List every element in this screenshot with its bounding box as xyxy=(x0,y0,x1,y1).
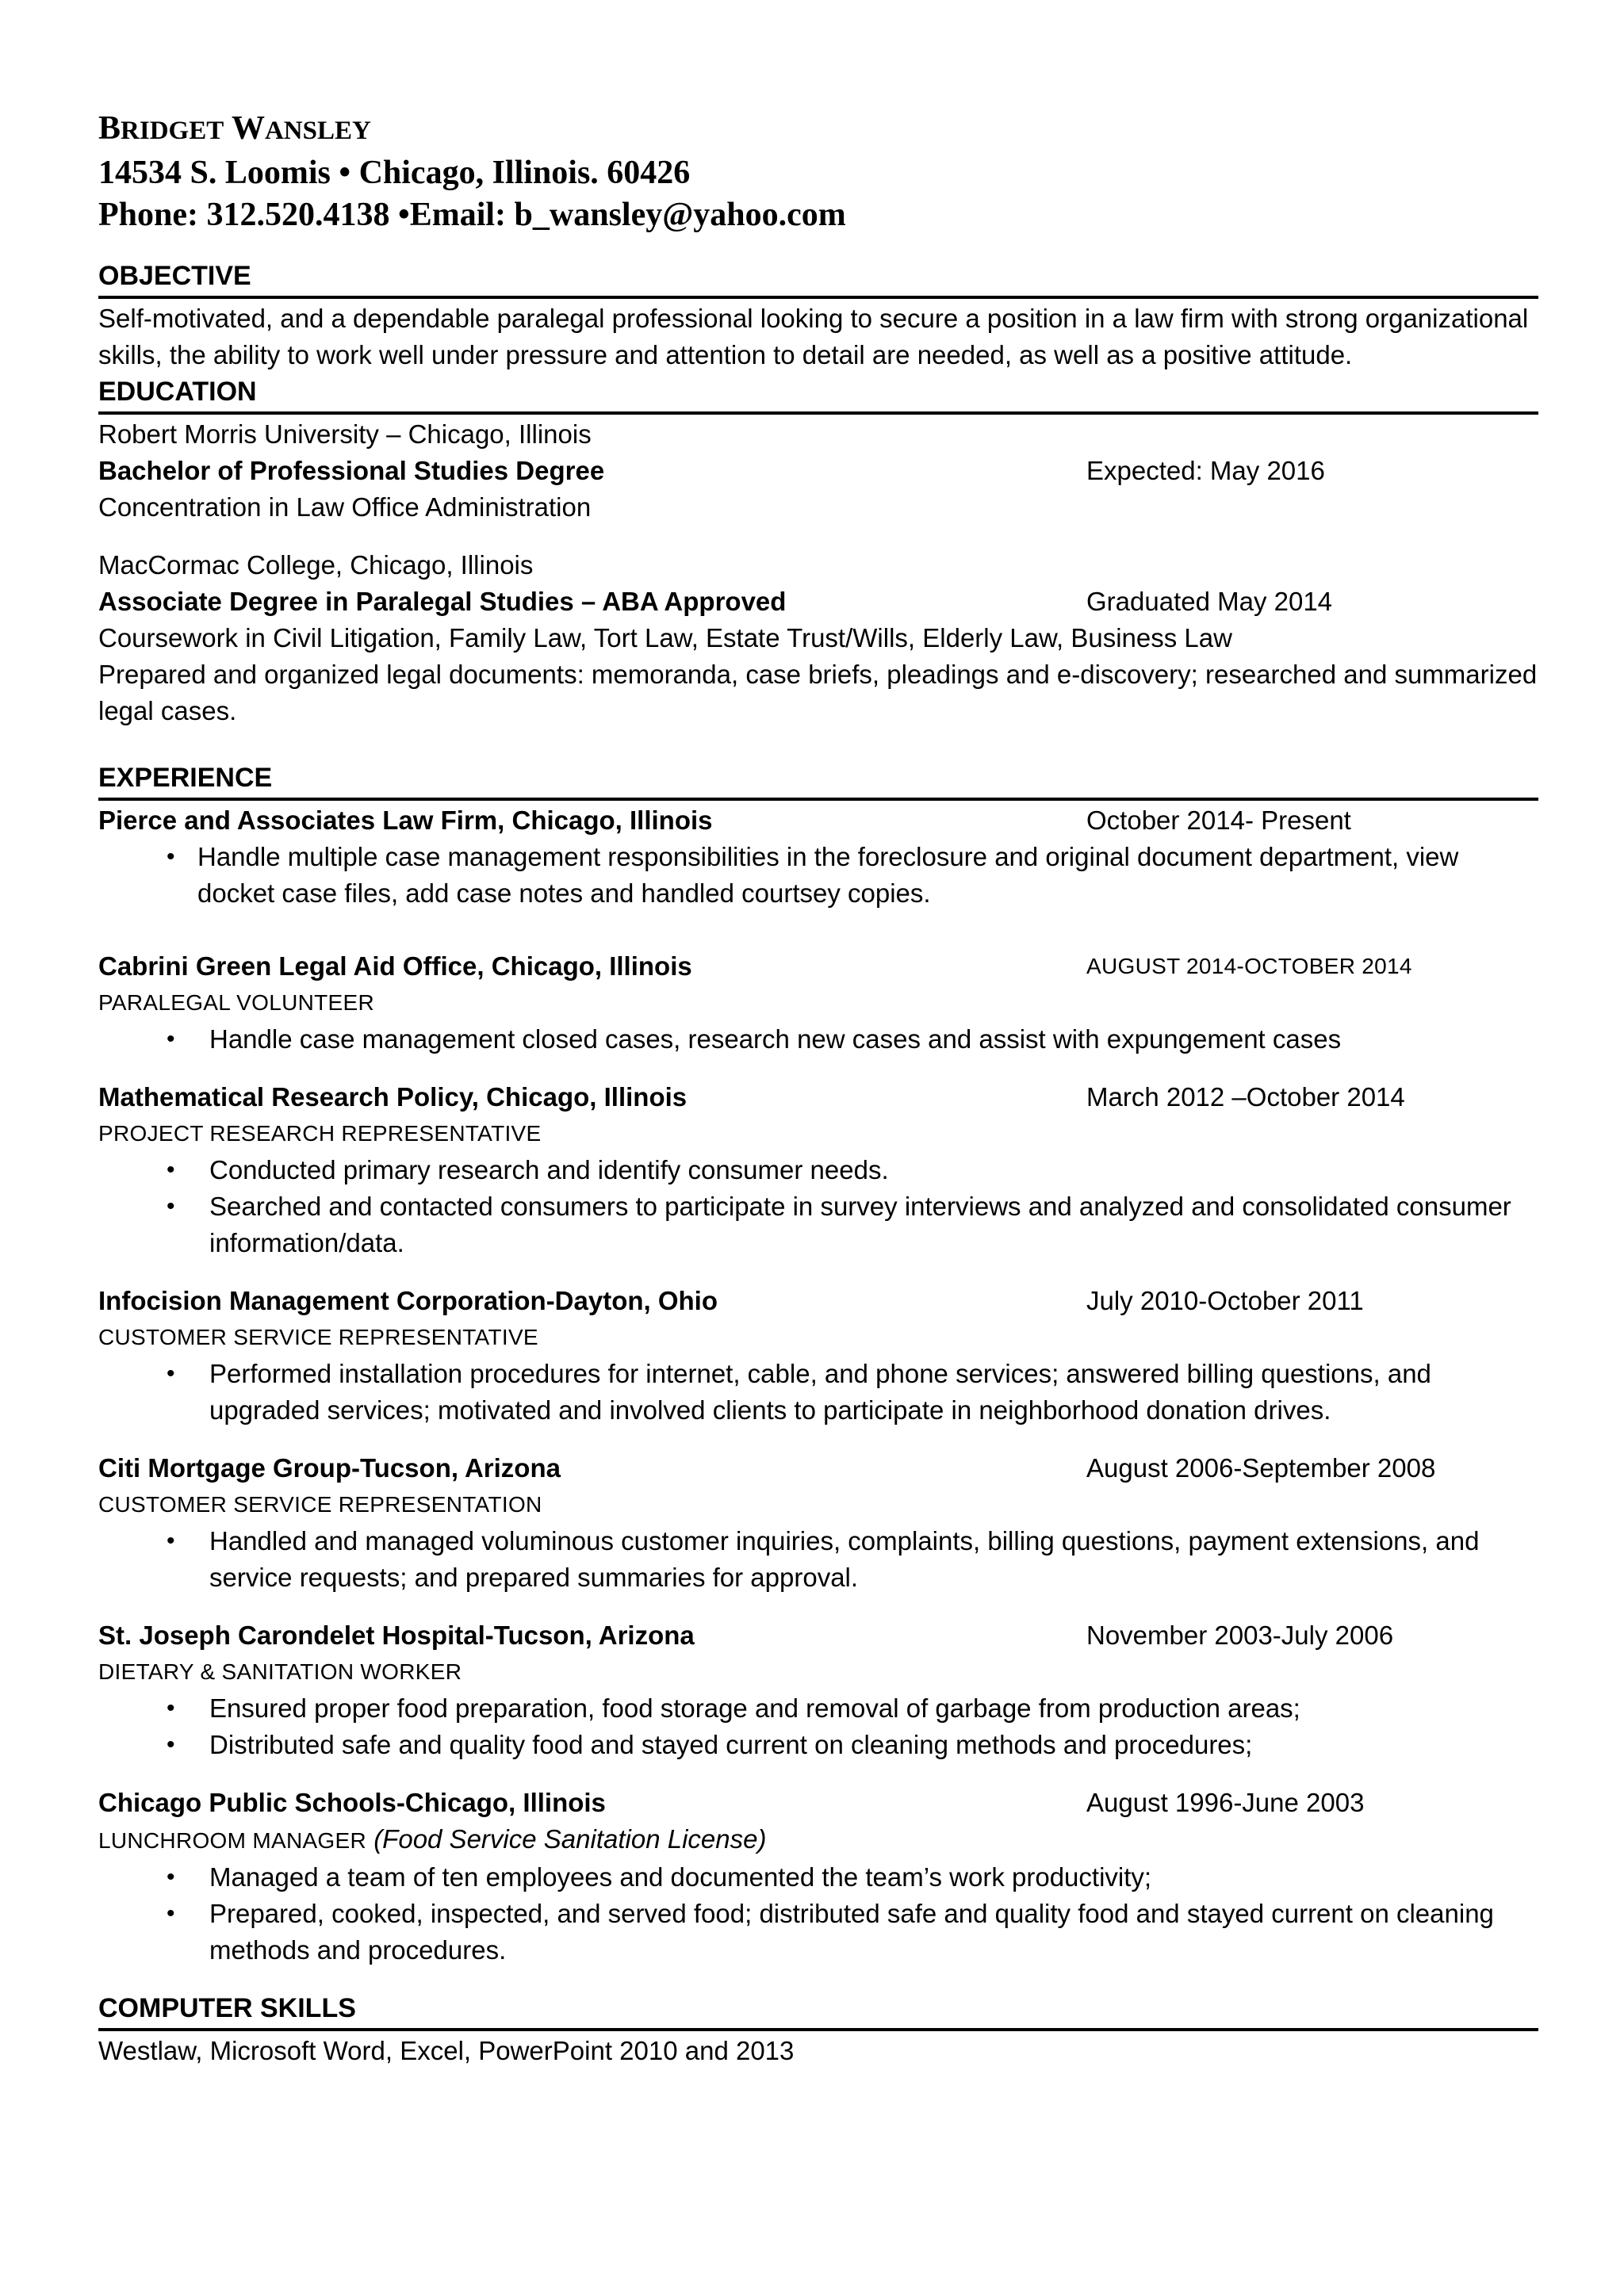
experience-section xyxy=(98,760,1538,1969)
bullet-text: Handle case management closed cases, research new cases and assist with expungement cases xyxy=(209,1024,1342,1054)
bullet-text: Ensured proper food preparation, food storage and removal of garbage from production areas; xyxy=(209,1693,1300,1723)
job-entry xyxy=(98,948,1538,1058)
bullet-text: Handled and managed voluminous customer inquiries, complaints, billing questions, payment extensions, and service requests; and prepared summaries for approval. xyxy=(209,1526,1480,1592)
school-name: Robert Morris University – Chicago, Illinois xyxy=(98,419,592,449)
degree-name: Bachelor of Professional Studies Degree xyxy=(98,456,605,485)
job-bullets xyxy=(98,1152,1538,1261)
applicant-contact: Phone: 312.520.4138 •Email: b_wansley@yahoo.com xyxy=(98,197,846,233)
degree-row xyxy=(98,584,1538,620)
section-heading: EXPERIENCE xyxy=(98,760,1538,801)
job-entry xyxy=(98,1079,1538,1261)
job-title-note: (Food Service Sanitation License) xyxy=(373,1824,767,1854)
bullet-text: Searched and contacted consumers to participate in survey interviews and analyzed and consolidated consumer information/data. xyxy=(209,1192,1511,1257)
objective-section xyxy=(98,258,1538,373)
spacer xyxy=(98,1429,1538,1450)
list-item xyxy=(98,1690,1538,1727)
spacer xyxy=(98,729,1538,760)
job-bullets xyxy=(98,1356,1538,1429)
applicant-address: 14534 S. Loomis • Chicago, Illinois. 60426 xyxy=(98,155,691,191)
list-item xyxy=(98,1021,1538,1058)
bullet-icon: • xyxy=(167,1900,175,1927)
job-bullets xyxy=(98,1021,1538,1058)
bullet-icon: • xyxy=(167,844,175,870)
degree-date: Graduated May 2014 xyxy=(1086,587,1333,616)
spacer xyxy=(98,1969,1538,1990)
skills-section xyxy=(98,1990,1538,2069)
job-entry xyxy=(98,802,1538,912)
name-last-rest: ANSLEY xyxy=(264,117,371,145)
list-item xyxy=(98,1523,1538,1596)
education-entry xyxy=(98,547,1538,729)
job-header-row xyxy=(98,1785,1538,1821)
education-detail: Prepared and organized legal documents: memoranda, case briefs, pleadings and e-discovery; researched and summarized legal cases. xyxy=(98,660,1538,725)
education-detail: Concentration in Law Office Administration xyxy=(98,492,592,522)
list-item xyxy=(98,1859,1538,1896)
bullet-icon: • xyxy=(167,1732,175,1758)
job-header-row xyxy=(98,802,1538,839)
job-title: DIETARY & SANITATION WORKER xyxy=(98,1659,462,1684)
bullet-text: Handle multiple case management responsibilities in the foreclosure and original document department, view docket case files, add case notes and handled courtsey copies. xyxy=(197,842,1459,908)
job-date: March 2012 –October 2014 xyxy=(1086,1082,1405,1112)
list-item xyxy=(98,1727,1538,1763)
job-header-row xyxy=(98,948,1538,985)
list-item xyxy=(98,1152,1538,1188)
bullet-icon: • xyxy=(167,1193,175,1219)
job-date: AUGUST 2014-OCTOBER 2014 xyxy=(1086,954,1412,978)
job-title: PARALEGAL VOLUNTEER xyxy=(98,990,375,1015)
section-heading: EDUCATION xyxy=(98,373,1538,415)
spacer xyxy=(98,1596,1538,1617)
spacer xyxy=(98,526,1538,547)
job-date: October 2014- Present xyxy=(1086,806,1351,835)
bullet-icon: • xyxy=(167,1157,175,1183)
employer-name: Chicago Public Schools-Chicago, Illinois xyxy=(98,1788,606,1817)
objective-text: Self-motivated, and a dependable paralegal professional looking to secure a position in a law firm with strong organizational skills, the ability to work well under pressure and attention to detail are needed, as well as a positive attitude. xyxy=(98,304,1529,369)
section-heading: OBJECTIVE xyxy=(98,258,1538,299)
spacer xyxy=(98,1261,1538,1283)
job-title: CUSTOMER SERVICE REPRESENTATIVE xyxy=(98,1325,538,1349)
job-title: CUSTOMER SERVICE REPRESENTATION xyxy=(98,1492,542,1517)
bullet-icon: • xyxy=(167,1360,175,1387)
list-item xyxy=(98,1896,1538,1969)
spacer xyxy=(98,912,1538,948)
degree-date: Expected: May 2016 xyxy=(1086,456,1325,485)
bullet-icon: • xyxy=(167,1864,175,1890)
job-header-row xyxy=(98,1283,1538,1319)
resume-body xyxy=(98,258,1538,2069)
list-item xyxy=(98,1188,1538,1261)
school-name: MacCormac College, Chicago, Illinois xyxy=(98,550,534,580)
degree-row xyxy=(98,453,1538,489)
job-title-row xyxy=(98,1821,1538,1859)
bullet-icon: • xyxy=(167,1528,175,1554)
job-entry xyxy=(98,1450,1538,1596)
list-item xyxy=(98,1356,1538,1429)
spacer xyxy=(98,1763,1538,1785)
job-entry xyxy=(98,1617,1538,1763)
bullet-text: Distributed safe and quality food and stayed current on cleaning methods and procedures; xyxy=(209,1730,1253,1759)
job-bullets xyxy=(98,839,1538,912)
name-first-rest: RIDGET xyxy=(121,117,224,145)
job-title: PROJECT RESEARCH REPRESENTATIVE xyxy=(98,1121,542,1146)
job-bullets xyxy=(98,1690,1538,1763)
job-date: November 2003-July 2006 xyxy=(1086,1621,1394,1650)
education-detail: Coursework in Civil Litigation, Family Law, Tort Law, Estate Trust/Wills, Elderly Law, Business Law xyxy=(98,623,1232,652)
job-entry xyxy=(98,1785,1538,1969)
employer-name: St. Joseph Carondelet Hospital-Tucson, Arizona xyxy=(98,1621,695,1650)
job-header-row xyxy=(98,1079,1538,1115)
list-item xyxy=(98,839,1538,912)
bullet-icon: • xyxy=(167,1026,175,1052)
job-bullets xyxy=(98,1523,1538,1596)
name-last-initial: W xyxy=(231,110,265,147)
job-bullets xyxy=(98,1859,1538,1969)
education-entry xyxy=(98,416,1538,526)
job-date: August 2006-September 2008 xyxy=(1086,1453,1436,1483)
job-entry xyxy=(98,1283,1538,1429)
spacer xyxy=(98,1058,1538,1079)
name-first-initial: B xyxy=(98,110,121,147)
employer-name: Infocision Management Corporation-Dayton, Ohio xyxy=(98,1286,718,1315)
education-section xyxy=(98,373,1538,729)
bullet-text: Conducted primary research and identify consumer needs. xyxy=(209,1155,889,1184)
bullet-text: Performed installation procedures for internet, cable, and phone services; answered billing questions, and upgraded services; motivated and involved clients to participate in neighborhood donation drives. xyxy=(209,1359,1431,1425)
bullet-text: Prepared, cooked, inspected, and served food; distributed safe and quality food and stayed current on cleaning methods and procedures. xyxy=(209,1899,1494,1965)
job-title: LUNCHROOM MANAGER xyxy=(98,1828,367,1853)
job-header-row xyxy=(98,1450,1538,1487)
job-date: July 2010-October 2011 xyxy=(1086,1286,1364,1315)
skills-text: Westlaw, Microsoft Word, Excel, PowerPoint 2010 and 2013 xyxy=(98,2036,795,2065)
employer-name: Cabrini Green Legal Aid Office, Chicago, Illinois xyxy=(98,951,692,981)
job-header-row xyxy=(98,1617,1538,1654)
bullet-text: Managed a team of ten employees and documented the team’s work productivity; xyxy=(209,1862,1152,1892)
resume-header xyxy=(98,108,846,236)
section-heading: COMPUTER SKILLS xyxy=(98,1990,1538,2031)
degree-name: Associate Degree in Paralegal Studies – ABA Approved xyxy=(98,587,787,616)
employer-name: Mathematical Research Policy, Chicago, Illinois xyxy=(98,1082,688,1112)
applicant-name xyxy=(98,108,846,152)
employer-name: Pierce and Associates Law Firm, Chicago, Illinois xyxy=(98,806,713,835)
bullet-icon: • xyxy=(167,1695,175,1721)
employer-name: Citi Mortgage Group-Tucson, Arizona xyxy=(98,1453,561,1483)
job-date: August 1996-June 2003 xyxy=(1086,1788,1365,1817)
